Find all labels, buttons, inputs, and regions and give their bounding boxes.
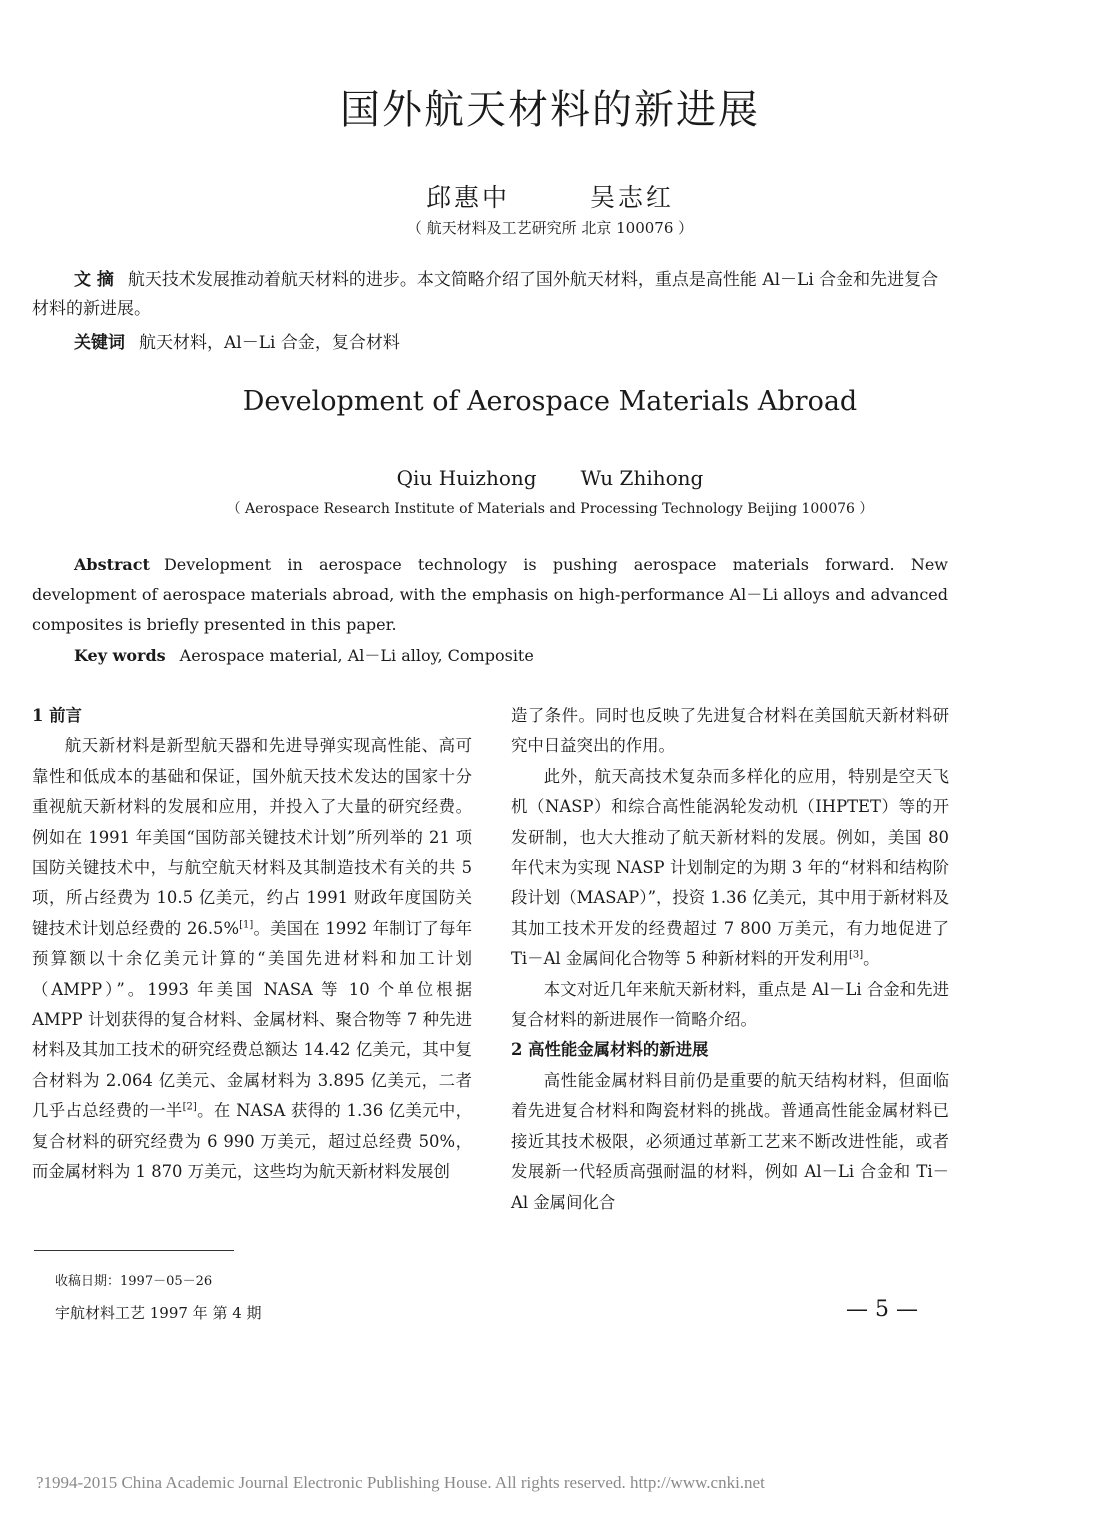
- abstract-en: [32, 550, 948, 640]
- citation-2: [2]: [182, 1101, 197, 1113]
- paragraph-nasp: [511, 762, 949, 975]
- author-cn-2: 吴志红: [590, 183, 675, 212]
- author-cn-1: 邱惠中: [425, 183, 510, 212]
- citation-3: [3]: [848, 949, 864, 961]
- page-number: — 5 —: [846, 1297, 918, 1322]
- paragraph-metals: 高性能金属材料目前仍是重要的航天结构材料，但面临着先进复合材料和陶瓷材料的挑战。普通高性能金属材料已接近其技术极限，必须通过革新工艺来不断改进性能，或者发展新一代轻质高强耐温的材料，例如 Al－Li 合金和 Ti－Al 金属间化合: [511, 1070, 949, 1212]
- body-column-left: [32, 701, 472, 1188]
- paragraph-intro: [32, 731, 472, 1187]
- keywords-en-text: Aerospace material, Al－Li alloy, Composite: [179, 646, 534, 665]
- copyright-notice: ?1994-2015 China Academic Journal Electronic Publishing House. All rights reserved. http://www.cnki.net: [36, 1473, 765, 1492]
- journal-info: 宇航材料工艺 1997 年 第 4 期: [55, 1304, 262, 1322]
- footnote-divider: [34, 1250, 234, 1251]
- abstract-cn: [32, 266, 948, 324]
- paragraph-intro-part1: 航天新材料是新型航天器和先进导弹实现高性能、高可靠性和低成本的基础和保证，国外航天技术发达的国家十分重视航天新材料的发展和应用，并投入了大量的研究经费。例如在 1991 年美国“国防部关键技术计划”所列举的 21 项国防关键技术中，与航空航天材料及其制造技术有关的共 5 项，所占经费为 10.5 亿美元，约占 1991 财政年度国防关键技术计划总经费的 26.5%: [32, 736, 472, 938]
- abstract-cn-label: 文 摘: [74, 270, 114, 290]
- section-heading-2: 2 高性能金属材料的新进展: [511, 1040, 709, 1060]
- keywords-en: [74, 643, 534, 666]
- paper-title-en: Development of Aerospace Materials Abroad: [242, 386, 858, 417]
- keywords-cn: [74, 328, 400, 353]
- abstract-en-text: Development in aerospace technology is pushing aerospace materials forward. New development of aerospace materials abroad, with the emphasis on high-performance Al－Li alloys and advanced composites is briefly presented in this paper.: [32, 555, 948, 634]
- keywords-cn-label: 关键词: [74, 333, 125, 353]
- author-en-2: Wu Zhihong: [580, 466, 704, 490]
- paragraph-continued: 造了条件。同时也反映了先进复合材料在美国航天新材料研究中日益突出的作用。: [511, 706, 949, 756]
- author-en-1: Qiu Huizhong: [396, 466, 537, 490]
- paragraph-nasp-part2: 。: [863, 949, 880, 969]
- keywords-en-label: Key words: [74, 646, 166, 665]
- section-heading-1: 1 前言: [32, 706, 82, 725]
- affiliation-cn: （ 航天材料及工艺研究所 北京 100076 ）: [406, 219, 694, 237]
- paragraph-scope: 本文对近几年来航天新材料，重点是 Al－Li 合金和先进复合材料的新进展作一简略介绍。: [511, 979, 949, 1030]
- paragraph-intro-part2: 。美国在 1992 年制订了每年预算额以十余亿美元计算的“美国先进材料和加工计划（AMPP）”。1993 年美国 NASA 等 10 个单位根据 AMPP 计划获得的复合材料、金属材料、聚合物等 7 种先进材料及其加工技术的研究经费总额达 14.42 亿美元，其中复合材料为 2.064 亿美元、金属材料为 3.895 亿美元，二者几乎占总经费的一半: [32, 918, 472, 1121]
- paragraph-intro-part3: 。在 NASA 获得的 1.36 亿美元中，复合材料的研究经费为 6 990 万美元，超过总经费 50%，而金属材料为 1 870 万美元，这些均为航天新材料发展创: [32, 1101, 472, 1182]
- abstract-en-label: Abstract: [74, 555, 150, 574]
- authors-en: [0, 466, 1100, 490]
- citation-1: [1]: [239, 919, 254, 931]
- received-date: 收稿日期：1997－05－26: [55, 1274, 213, 1289]
- paper-title: 国外航天材料的新进展: [340, 87, 760, 133]
- abstract-cn-text: 航天技术发展推动着航天材料的进步。本文简略介绍了国外航天材料，重点是高性能 Al－Li 合金和先进复合材料的新进展。: [32, 270, 939, 319]
- keywords-cn-text: 航天材料，Al－Li 合金，复合材料: [139, 333, 400, 353]
- paragraph-nasp-part1: 此外，航天高技术复杂而多样化的应用，特别是空天飞机（NASP）和综合高性能涡轮发动机（IHPTET）等的开发研制，也大大推动了航天新材料的发展。例如，美国 80 年代末为实现 NASP 计划制定的为期 3 年的“材料和结构阶段计划（MASAP）”，投资 1.36 亿美元，其中用于新材料及其加工技术开发的经费超过 7 800 万美元，有力地促进了 Ti－Al 金属间化合物等 5 种新材料的开发利用: [511, 766, 949, 969]
- authors-cn: [0, 178, 1100, 214]
- body-column-right: [511, 701, 949, 1218]
- affiliation-en: （ Aerospace Research Institute of Materials and Processing Technology Beijing 100076 ）: [226, 501, 874, 517]
